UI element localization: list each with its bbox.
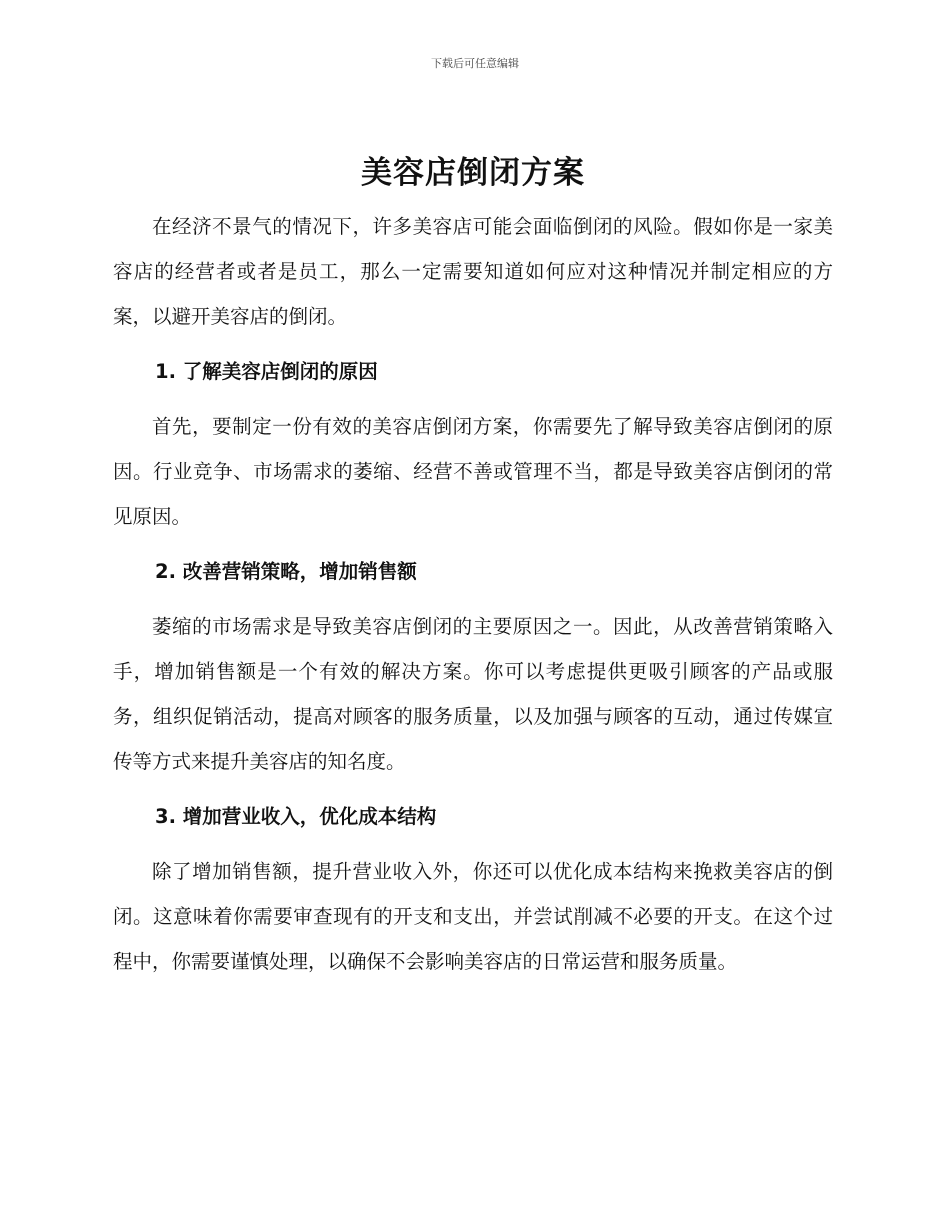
- document-body: [113, 150, 833, 984]
- section-heading-1: 1. 了解美容店倒闭的原因: [155, 360, 378, 383]
- section-heading-2: 2. 改善营销策略，增加销售额: [155, 560, 417, 583]
- section-heading-3: 3. 增加营业收入，优化成本结构: [155, 805, 437, 828]
- header-note: 下载后可任意编辑: [431, 57, 519, 70]
- section-paragraph-1: 首先，要制定一份有效的美容店倒闭方案，你需要先了解导致美容店倒闭的原因。行业竞争、市场需求的萎缩、经营不善或管理不当，都是导致美容店倒闭的常见原因。: [113, 415, 833, 528]
- document-title: 美容店倒闭方案: [361, 155, 585, 191]
- intro-paragraph: 在经济不景气的情况下，许多美容店可能会面临倒闭的风险。假如你是一家美容店的经营者或者是员工，那么一定需要知道如何应对这种情况并制定相应的方案，以避开美容店的倒闭。: [113, 215, 833, 328]
- section-paragraph-2: 萎缩的市场需求是导致美容店倒闭的主要原因之一。因此，从改善营销策略入手，增加销售额是一个有效的解决方案。你可以考虑提供更吸引顾客的产品或服务，组织促销活动，提高对顾客的服务质量，以及加强与顾客的互动，通过传媒宣传等方式来提升美容店的知名度。: [113, 615, 833, 773]
- section-paragraph-3: 除了增加销售额，提升营业收入外，你还可以优化成本结构来挽救美容店的倒闭。这意味着你需要审查现有的开支和支出，并尝试削减不必要的开支。在这个过程中，你需要谨慎处理，以确保不会影响美容店的日常运营和服务质量。: [113, 860, 833, 973]
